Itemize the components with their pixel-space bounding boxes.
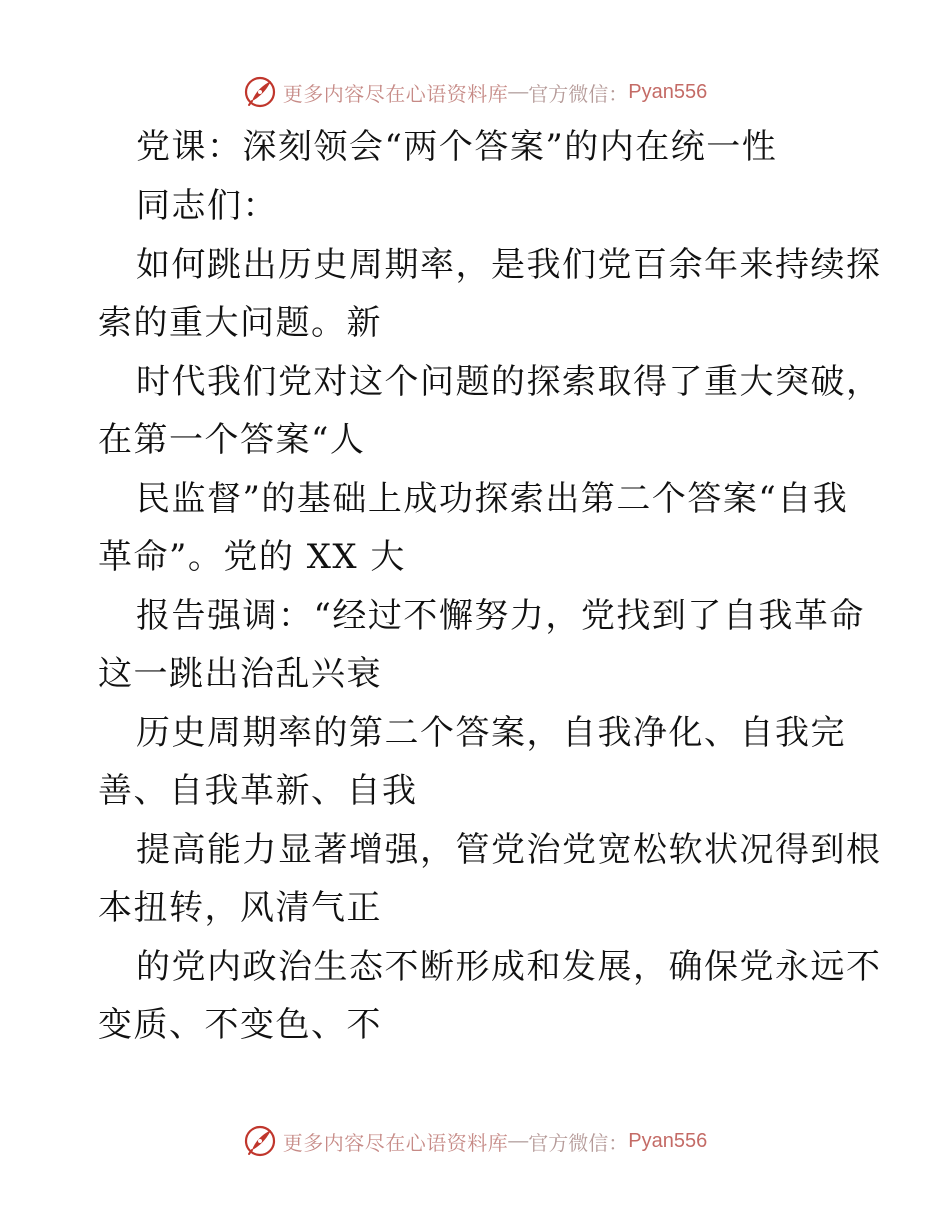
salutation: 同志们： <box>136 186 278 226</box>
paragraph-line: 如何跳出历史周期率，是我们党百余年来持续探 <box>136 245 882 285</box>
paragraph-line: 报告强调：“经过不懈努力，党找到了自我革命 <box>136 596 865 636</box>
quill-pen-logo-icon <box>243 1124 277 1158</box>
banner-wechat-label: 官方微信： <box>528 81 629 106</box>
banner-title: 更多内容尽在心语资料库 <box>282 1130 509 1155</box>
paragraph-line: 时代我们党对这个问题的探索取得了重大突破， <box>136 362 882 402</box>
banner-wechat-label: 官方微信： <box>528 1130 629 1155</box>
banner-wechat-id: Pyan556 <box>628 1129 708 1152</box>
paragraph-line: 民监督”的基础上成功探索出第二个答案“自我 <box>136 479 849 519</box>
paragraph-line: 变质、不变色、不 <box>98 1005 382 1045</box>
paragraph-line: 历史周期率的第二个答案，自我净化、自我完 <box>136 713 846 753</box>
paragraph-line: 的党内政治生态不断形成和发展，确保党永远不 <box>136 947 882 987</box>
document-title: 党课：深刻领会“两个答案”的内在统一性 <box>136 127 778 167</box>
paragraph-line: 本扭转，风清气正 <box>98 888 382 928</box>
banner-wechat-id: Pyan556 <box>628 80 708 103</box>
banner-dash: — <box>508 1129 529 1152</box>
paragraph-line: 提高能力显著增强，管党治党宽松软状况得到根 <box>136 830 882 870</box>
paragraph-line: 在第一个答案“人 <box>98 420 366 460</box>
paragraph-line: 索的重大问题。新 <box>98 303 382 343</box>
banner-dash: — <box>508 80 529 103</box>
paragraph-line: 这一跳出治乱兴衰 <box>98 654 382 694</box>
paragraph-line: 善、自我革新、自我 <box>98 771 418 811</box>
paragraph-line: 革命”。党的 XX 大 <box>98 537 406 577</box>
footer-banner <box>0 1121 950 1161</box>
banner-title: 更多内容尽在心语资料库 <box>282 81 509 106</box>
